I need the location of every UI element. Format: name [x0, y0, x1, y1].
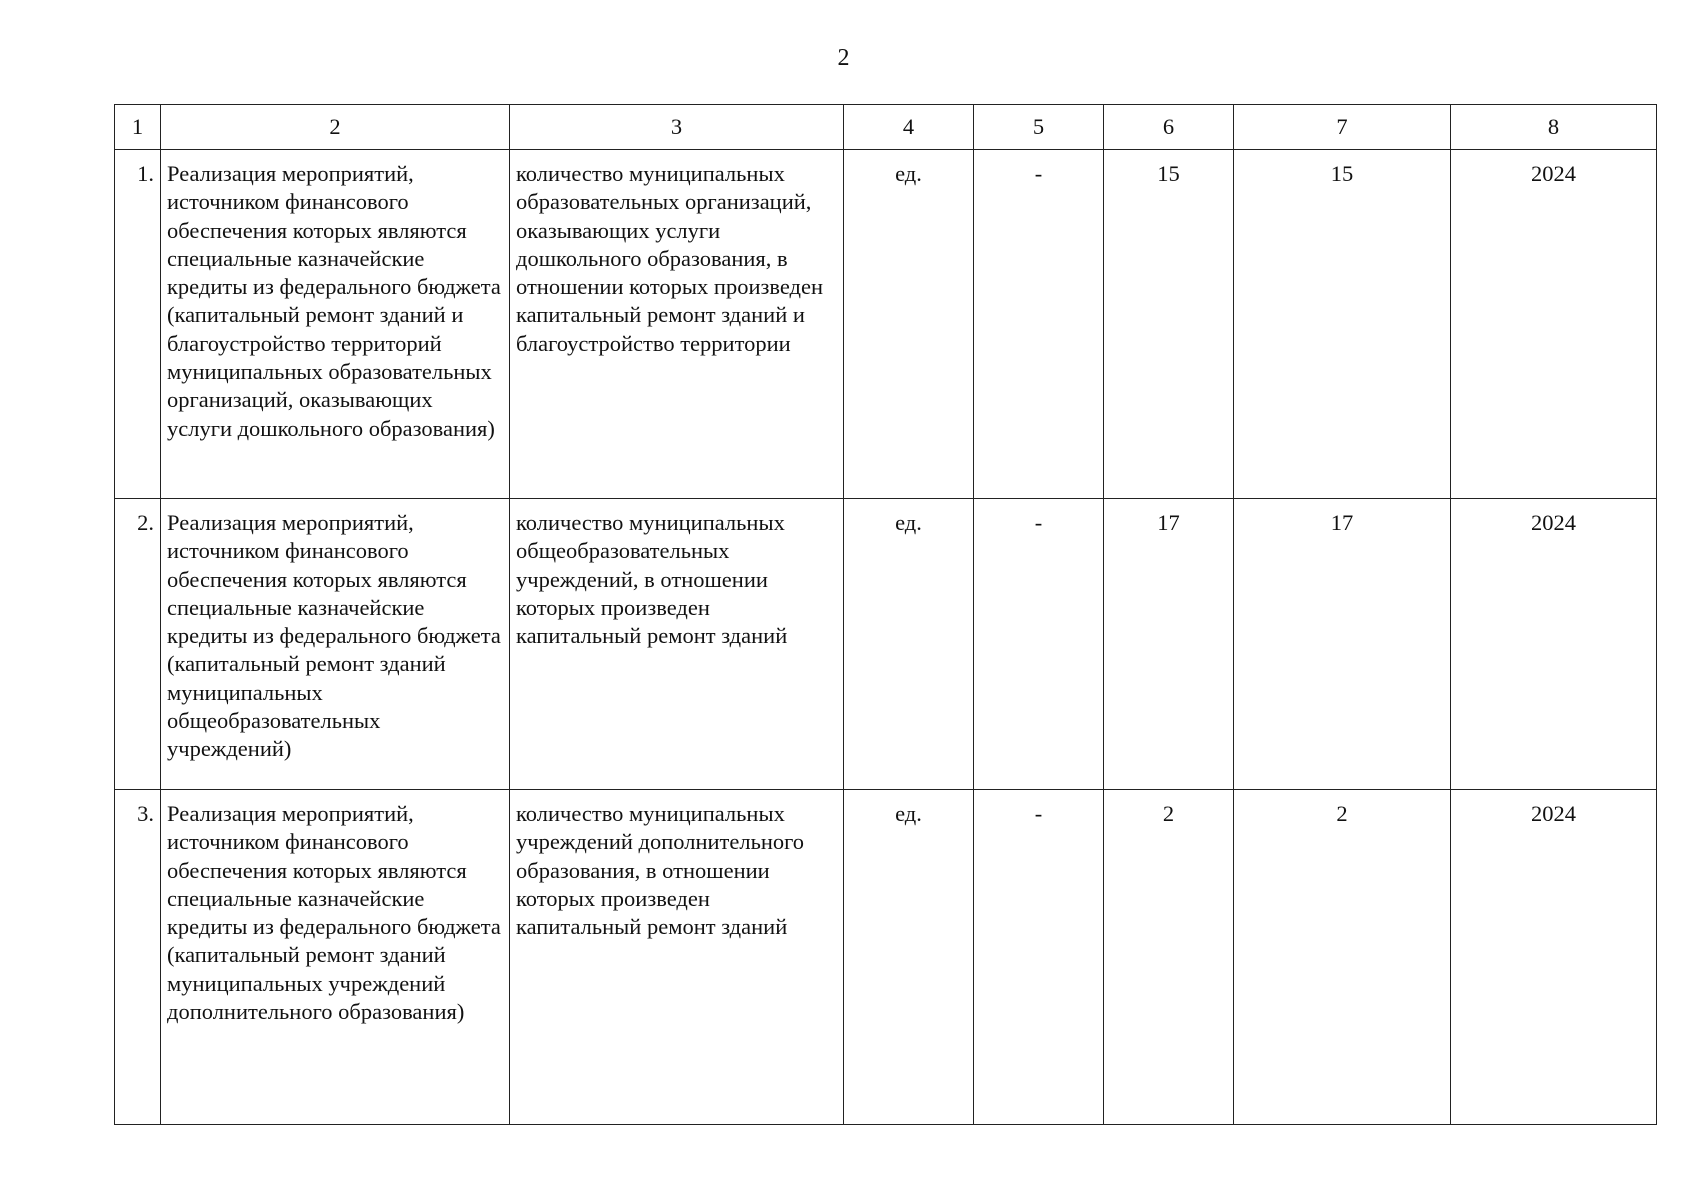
column-header: 4 — [844, 105, 974, 150]
indicators-table — [114, 104, 1657, 1125]
col6-cell: 15 — [1104, 150, 1234, 499]
row-number: 1. — [115, 150, 161, 499]
column-header: 5 — [974, 105, 1104, 150]
col6-cell: 17 — [1104, 499, 1234, 790]
table-row — [115, 790, 1657, 1125]
col7-cell: 15 — [1234, 150, 1451, 499]
unit-cell: ед. — [844, 499, 974, 790]
activity-cell: Реализация мероприятий, источником финансового обеспечения которых являются специальные казначейские кредиты из федерального бюджета (капитальный ремонт зданий муниципальных учреждений дополнительного образования) — [161, 790, 510, 1125]
unit-cell: ед. — [844, 790, 974, 1125]
page-number: 2 — [837, 45, 850, 71]
activity-cell: Реализация мероприятий, источником финансового обеспечения которых являются специальные казначейские кредиты из федерального бюджета (капитальный ремонт зданий и благоустройство территорий муниципальных образовательных организаций, оказывающих услуги дошкольного образования) — [161, 150, 510, 499]
table-header-row — [115, 105, 1657, 150]
column-header: 3 — [510, 105, 844, 150]
col7-cell: 2 — [1234, 790, 1451, 1125]
row-number: 3. — [115, 790, 161, 1125]
column-header: 6 — [1104, 105, 1234, 150]
col5-cell: - — [974, 790, 1104, 1125]
activity-cell: Реализация мероприятий, источником финансового обеспечения которых являются специальные казначейские кредиты из федерального бюджета (капитальный ремонт зданий муниципальных общеобразовательных учреждений) — [161, 499, 510, 790]
year-cell: 2024 — [1451, 150, 1657, 499]
column-header: 7 — [1234, 105, 1451, 150]
col5-cell: - — [974, 499, 1104, 790]
table-row — [115, 150, 1657, 499]
col5-cell: - — [974, 150, 1104, 499]
col6-cell: 2 — [1104, 790, 1234, 1125]
column-header: 1 — [115, 105, 161, 150]
indicator-cell: количество муниципальных общеобразовательных учреждений, в отношении которых произведен капитальный ремонт зданий — [510, 499, 844, 790]
year-cell: 2024 — [1451, 499, 1657, 790]
unit-cell: ед. — [844, 150, 974, 499]
year-cell: 2024 — [1451, 790, 1657, 1125]
row-number: 2. — [115, 499, 161, 790]
indicator-cell: количество муниципальных образовательных организаций, оказывающих услуги дошкольного образования, в отношении которых произведен капитальный ремонт зданий и благоустройство территории — [510, 150, 844, 499]
column-header: 2 — [161, 105, 510, 150]
indicator-cell: количество муниципальных учреждений дополнительного образования, в отношении которых произведен капитальный ремонт зданий — [510, 790, 844, 1125]
col7-cell: 17 — [1234, 499, 1451, 790]
column-header: 8 — [1451, 105, 1657, 150]
table-row — [115, 499, 1657, 790]
